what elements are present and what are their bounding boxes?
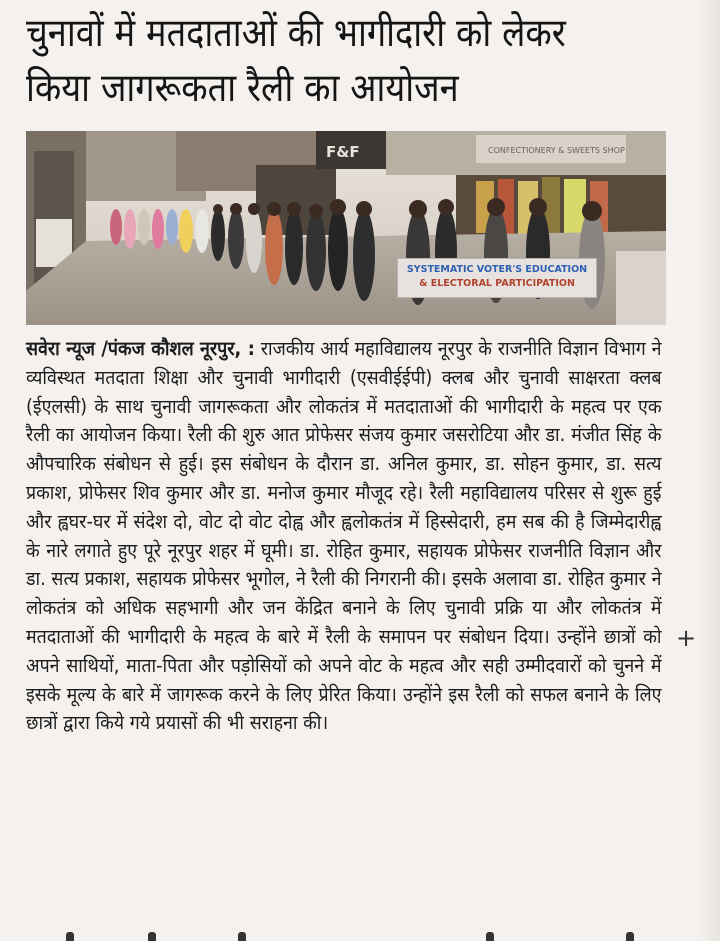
right-stand: [616, 251, 666, 325]
next-article-cut-edge: [26, 930, 666, 941]
rally-banner-line2: & ELECTORAL PARTICIPATION: [419, 278, 575, 289]
confectionery-sign-text: CONFECTIONERY & SWEETS SHOP: [488, 146, 625, 155]
ff-shop-sign-text: F&F: [326, 143, 360, 161]
headline: चुनावों में मतदाताओं की भागीदारी को लेकर किया जागरूकता रैली का आयोजन: [26, 11, 566, 111]
plus-mark: +: [676, 624, 697, 652]
page-edge: [702, 0, 720, 941]
byline: सवेरा न्यूज /पंकज कौशल नूरपुर, :: [26, 337, 255, 360]
rally-banner-line1: SYSTEMATIC VOTER'S EDUCATION: [406, 264, 588, 275]
article-body: [26, 335, 661, 738]
article-body-text: राजकीय आर्य महाविद्यालय नूरपुर के राजनीति विज्ञान विभाग ने व्यविस्थत मतदाता शिक्षा और चुनावी भागीदारी (एसवीईईपी) क्लब और चुनावी साक्षरता क्लब (ईएलसी) के साथ चुनावी जागरूकता और लोकतंत्र में मतदाताओं की भागीदारी के महत्व पर एक रैली का आयोजन किया। रैली की शुरु आत प्रोफेसर संजय कुमार जसरोटिया और डा. मंजीत सिंह के औपचारिक संबोधन से हुई। इस संबोधन के दौरान डा. अनिल कुमार, डा. सोहन कुमार, डा. सत्य प्रकाश, प्रोफेसर शिव कुमार और डा. मनोज कुमार मौजूद रहे। रैली महाविद्यालय परिसर से शुरू हुई और ह्वघर-घर में संदेश दो, वोट दो वोट दोह्व और ह्वलोकतंत्र में हिस्सेदारी, हम सब की है जिम्मेदारीह्व के नारे लगाते हुए पूरे नूरपुर शहर में घूमी। डा. रोहित कुमार, सहायक प्रोफेसर राजनीति विज्ञान और डा. सत्य प्रकाश, सहायक प्रोफेसर भूगोल, ने रैली की निगरानी की। इसके अलावा डा. रोहित कुमार ने लोकतंत्र को अधिक सहभागी और जन केंद्रित बनाने के लिए चुनावी प्रक्रि या और लोकतंत्र में मतदाताओं की भागीदारी के महत्व के बारे में रैली के समापन पर संबोधन दिया। उन्होंने छात्रों को अपने साथियों, माता-पिता और पड़ोसियों को अपने वोट के महत्व और सही उम्मीदवारों को चुनने में इसके मूल्य के बारे में जागरूक करने के लिए प्रेरित किया। उन्होंने इस रैली को सफल बनाने के लिए छात्रों द्वारा किये गये प्रयासों की भी सराहना की।: [26, 337, 662, 735]
rally-photo: [26, 131, 666, 325]
rally-banner: [397, 258, 597, 298]
